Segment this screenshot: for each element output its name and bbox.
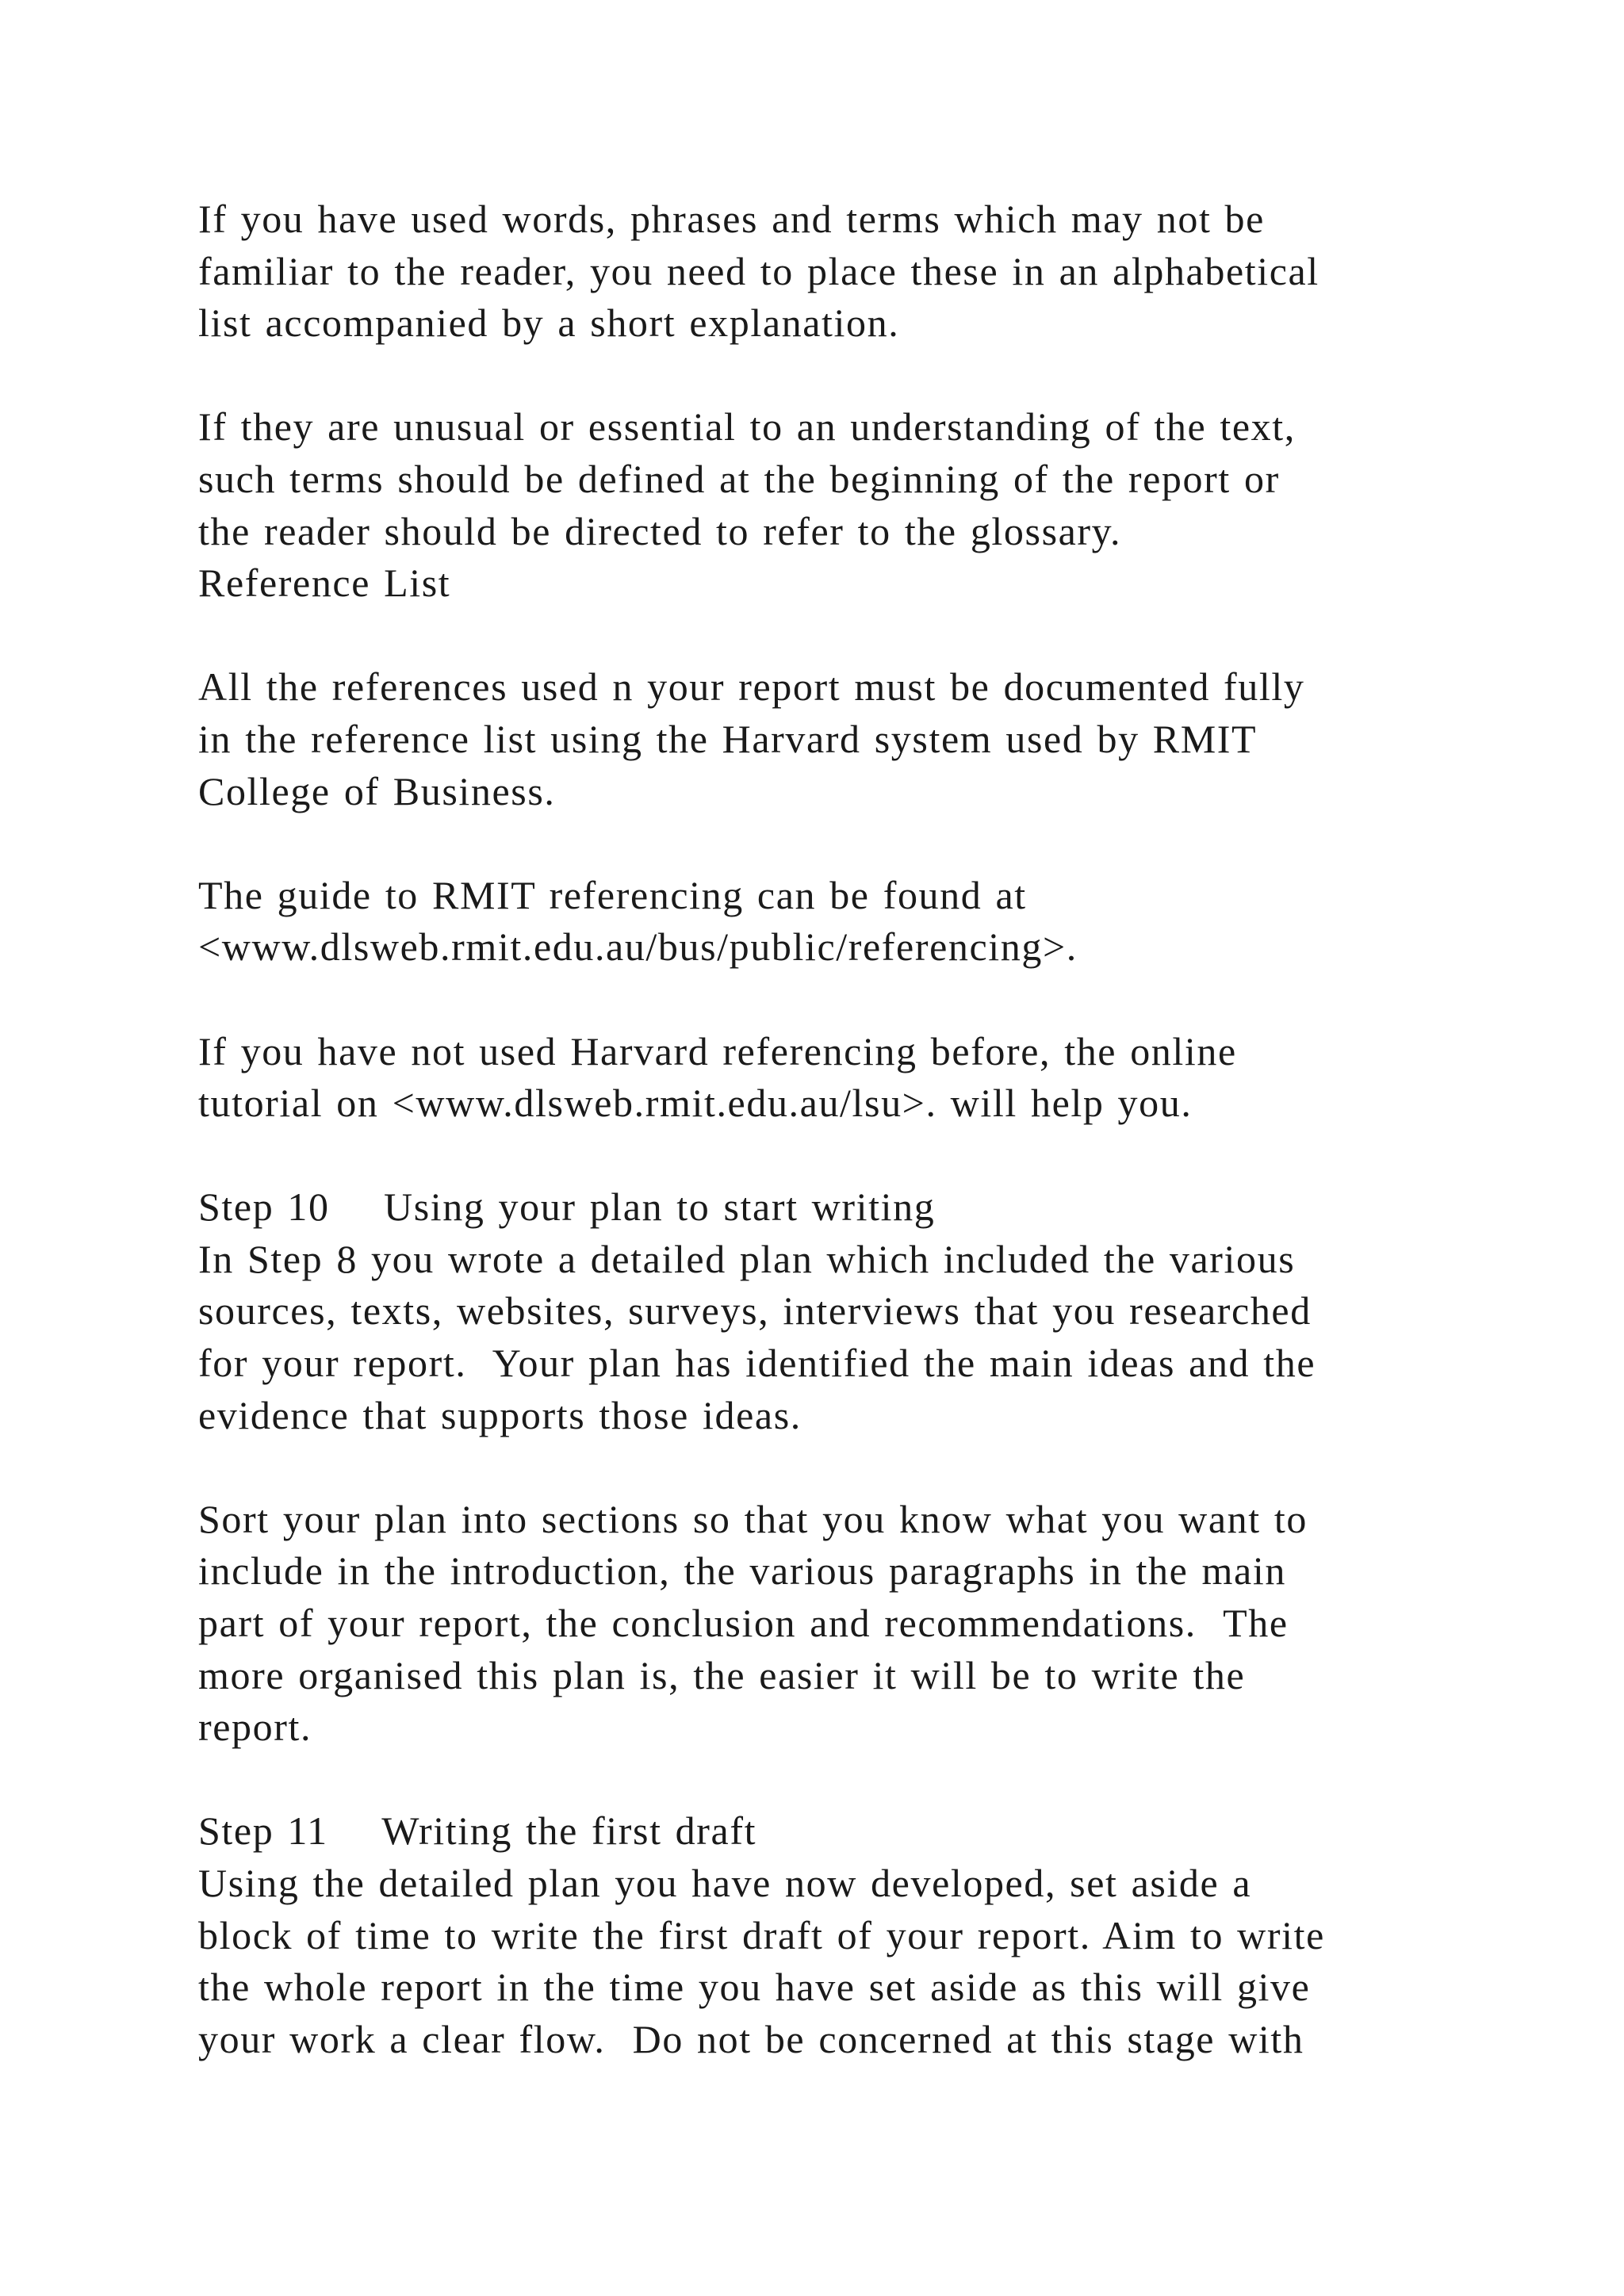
text-line: evidence that supports those ideas.	[198, 1392, 802, 1437]
text-line: part of your report, the conclusion and recommendations. The	[198, 1601, 1289, 1646]
text-line: such terms should be defined at the beginning of the report or	[198, 456, 1280, 501]
text-line: the reader should be directed to refer to the glossary.	[198, 508, 1122, 553]
text-line: the whole report in the time you have set aside as this will give	[198, 1965, 1311, 2010]
text-line: report.	[198, 1705, 312, 1750]
text-line: sources, texts, websites, surveys, interviews that you researched	[198, 1288, 1312, 1334]
text-line: for your report. Your plan has identified the main ideas and the	[198, 1341, 1316, 1386]
text-line: In Step 8 you wrote a detailed plan which included the various	[198, 1236, 1296, 1281]
text-line: include in the introduction, the various paragraphs in the main	[198, 1548, 1286, 1594]
text-line: The guide to RMIT referencing can be found at	[198, 872, 1027, 917]
text-line: familiar to the reader, you need to place these in an alphabetical	[198, 248, 1320, 293]
text-line: <www.dlsweb.rmit.edu.au/bus/public/referencing>.	[198, 924, 1078, 970]
text-line: If you have not used Harvard referencing before, the online	[198, 1028, 1237, 1073]
blank-line	[198, 350, 1499, 402]
text-line: All the references used n your report must be documented fully	[198, 664, 1305, 710]
text-line: tutorial on <www.dlsweb.rmit.edu.au/lsu>. will help you.	[198, 1081, 1193, 1126]
text-line: If they are unusual or essential to an understanding of the text,	[198, 404, 1296, 450]
text-line: Sort your plan into sections so that you know what you want to	[198, 1496, 1308, 1541]
text-line: your work a clear flow. Do not be concerned at this stage with	[198, 2016, 1304, 2061]
body-text	[198, 193, 1499, 2065]
blank-line	[198, 610, 1499, 662]
section-heading-reference-list: Reference List	[198, 561, 451, 606]
section-heading-step-10: Step 10 Using your plan to start writing	[198, 1184, 936, 1230]
blank-line	[198, 817, 1499, 870]
text-line: list accompanied by a short explanation.	[198, 300, 900, 346]
blank-line	[198, 1130, 1499, 1182]
text-line: Using the detailed plan you have now developed, set aside a	[198, 1861, 1252, 1905]
text-line: block of time to write the first draft of your report. Aim to write	[198, 1912, 1325, 1957]
text-line: in the reference list using the Harvard system used by RMIT	[198, 716, 1258, 761]
blank-line	[198, 1754, 1499, 1806]
section-heading-step-11: Step 11 Writing the first draft	[198, 1808, 757, 1854]
text-line: College of Business.	[198, 768, 556, 813]
blank-line	[198, 1441, 1499, 1494]
blank-line	[198, 974, 1499, 1026]
text-line: If you have used words, phrases and terms which may not be	[198, 197, 1265, 241]
text-line: more organised this plan is, the easier it will be to write the	[198, 1652, 1246, 1697]
